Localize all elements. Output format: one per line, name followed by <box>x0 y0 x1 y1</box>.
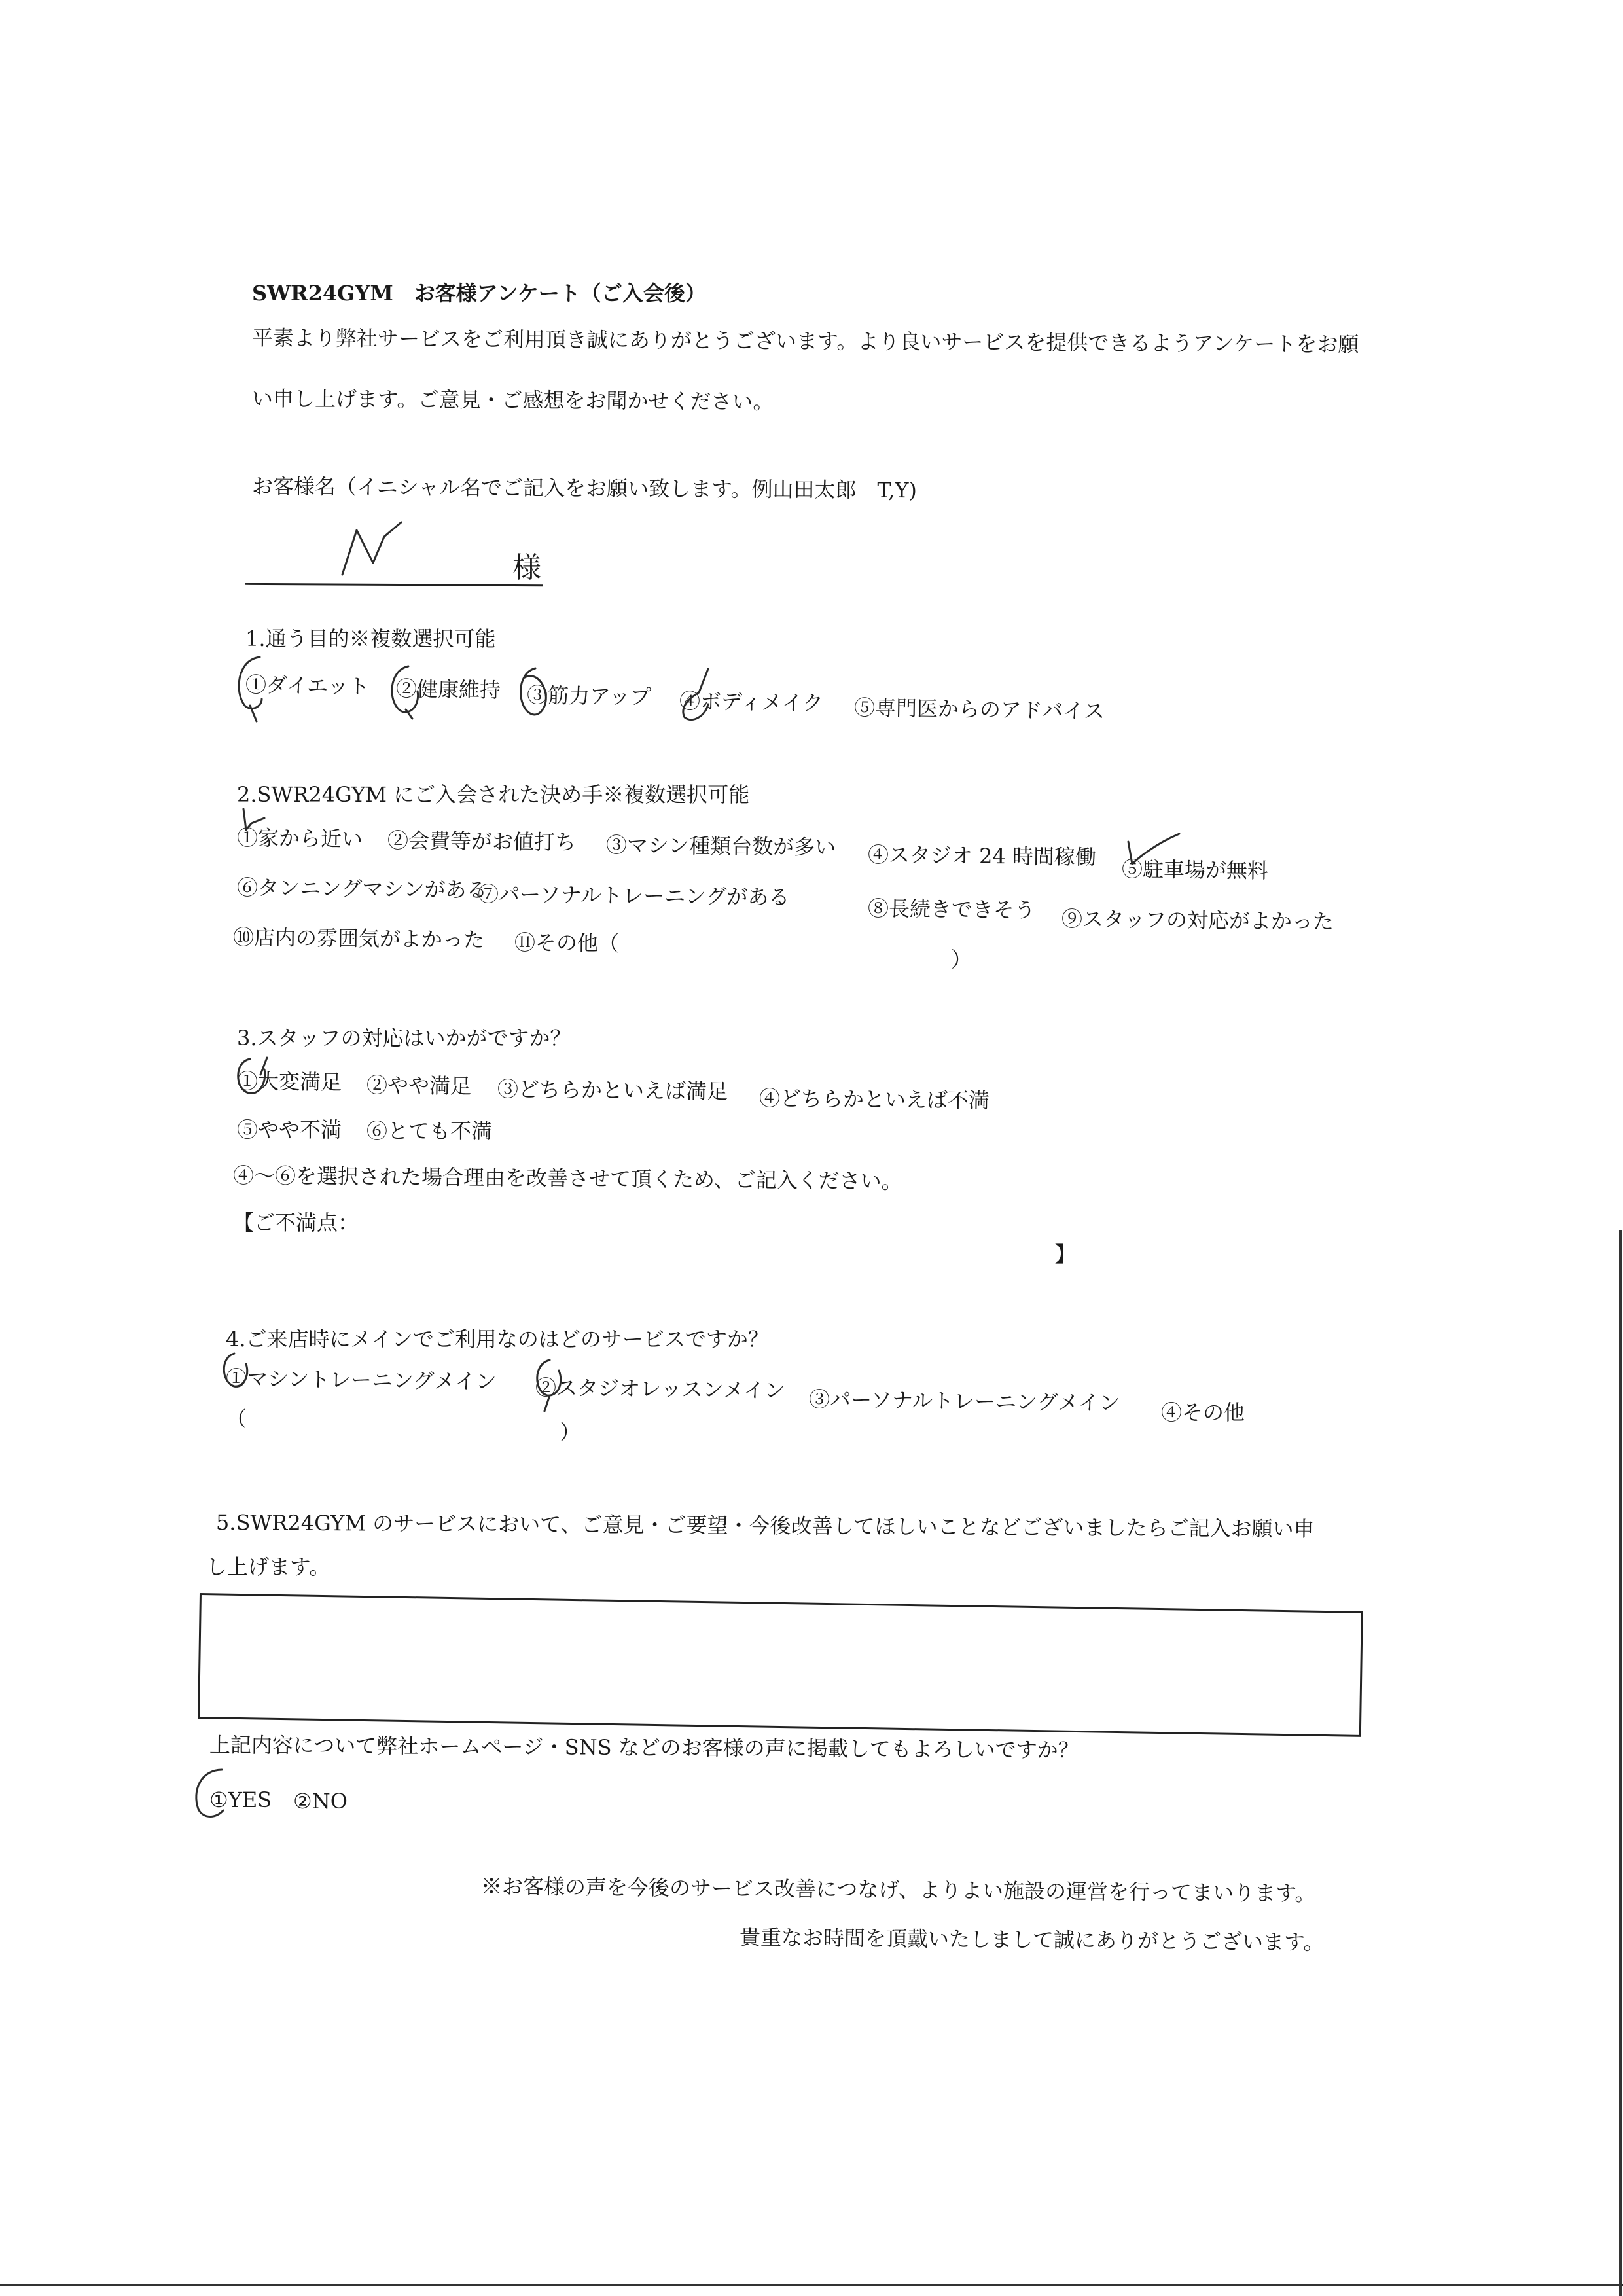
q2-option-6: ⑥タンニングマシンがある <box>236 875 488 903</box>
customer-name-line <box>245 583 543 586</box>
footer-line-1: ※お客様の声を今後のサービス改善につなげ、よりよい施設の運営を行ってまいります。 <box>480 1874 1316 1907</box>
q5-title-line-2: し上げます。 <box>206 1554 330 1579</box>
q2-other-close: ） <box>951 947 972 972</box>
q3-note: ④～⑥を選択された場合理由を改善させて頂くため、ご記入ください。 <box>232 1163 902 1194</box>
q1-option-3: ③筋力アップ <box>526 683 652 709</box>
q2-title: 2.SWR24GYM にご入会された決め手※複数選択可能 <box>237 782 750 807</box>
q3-title: 3.スタッフの対応はいかがですか？ <box>237 1026 571 1050</box>
q3-complaint-close: 】 <box>1055 1242 1077 1266</box>
q2-option-10: ⑩店内の雰囲気がよかった <box>232 925 485 953</box>
scan-edge-bottom <box>0 2284 1623 2286</box>
q5-consent-yes: ①YES <box>209 1787 272 1812</box>
q4-option-2: ②スタジオレッスンメイン <box>535 1375 786 1403</box>
q1-option-1: ①ダイエット <box>245 672 370 699</box>
q5-consent-question: 上記内容について弊社ホームページ・SNS などのお客様の声に掲載してもよろしいですか？ <box>209 1732 1079 1763</box>
q2-option-3: ③マシン種類台数が多い <box>605 833 836 860</box>
q4-other-open: （ <box>226 1407 247 1431</box>
q2-option-8: ⑧長続きできそう <box>867 896 1036 923</box>
q2-option-2: ②会費等がお値打ち <box>387 828 577 855</box>
scan-edge-right <box>1619 1230 1622 2296</box>
q4-option-3: ③パーソナルトレーニングメイン <box>808 1387 1120 1416</box>
q5-consent-no: ②NO <box>293 1789 348 1814</box>
q1-option-4: ④ボディメイク <box>679 689 824 716</box>
q3-option-4: ④どちらかといえば不満 <box>758 1086 990 1113</box>
q2-option-11: ⑪その他（ <box>514 930 620 956</box>
q4-option-4: ④その他 <box>1161 1400 1245 1425</box>
q2-option-5: ⑤駐車場が無料 <box>1121 857 1269 884</box>
q3-option-3: ③どちらかといえば満足 <box>497 1077 728 1104</box>
q2-option-7: ⑦パーソナルトレーニングがある <box>477 882 790 910</box>
q3-option-6: ⑥とても不満 <box>366 1119 493 1143</box>
q2-option-4: ④スタジオ 24 時間稼働 <box>867 842 1097 870</box>
q4-title: 4.ご来店時にメインでご利用なのはどのサービスですか？ <box>226 1327 769 1352</box>
q5-comment-box[interactable] <box>198 1593 1363 1737</box>
q5-title-line-1: 5.SWR24GYM のサービスにおいて、ご意見・ご要望・今後改善してほしいことなどございましたらご記入お願い申 <box>215 1510 1315 1542</box>
q4-other-close: ） <box>560 1420 581 1444</box>
q3-option-1: ①大変満足 <box>236 1069 342 1095</box>
footer-line-2: 貴重なお時間を頂戴いたしまして誠にありがとうございます。 <box>739 1925 1325 1955</box>
customer-name-label: お客様名（イニシャル名でご記入をお願い致します。例山田太郎 T,Y) <box>251 474 918 503</box>
q1-title: 1.通う目的※複数選択可能 <box>245 626 496 651</box>
handwritten-name-mark <box>337 517 409 583</box>
q2-option-1: ①家から近い <box>236 825 363 852</box>
intro-line-1: 平素より弊社サービスをご利用頂き誠にありがとうございます。より良いサービスを提供できるようアンケートをお願 <box>251 325 1359 357</box>
customer-name-suffix: 様 <box>512 551 541 584</box>
q3-complaint-label: 【ご不満点： <box>233 1210 359 1235</box>
intro-line-2: い申し上げます。ご意見・ご感想をお聞かせください。 <box>251 386 774 414</box>
q3-option-2: ②やや満足 <box>366 1073 472 1099</box>
q2-option-9: ⑨スタッフの対応がよかった <box>1061 906 1334 935</box>
q4-option-1: ①マシントレーニングメイン <box>225 1366 497 1395</box>
q3-option-5: ⑤やや不満 <box>237 1117 342 1142</box>
q1-option-5: ⑤専門医からのアドバイス <box>853 695 1105 725</box>
survey-title: SWR24GYM お客様アンケート（ご入会後） <box>252 281 706 306</box>
q1-option-2: ②健康維持 <box>395 676 501 703</box>
